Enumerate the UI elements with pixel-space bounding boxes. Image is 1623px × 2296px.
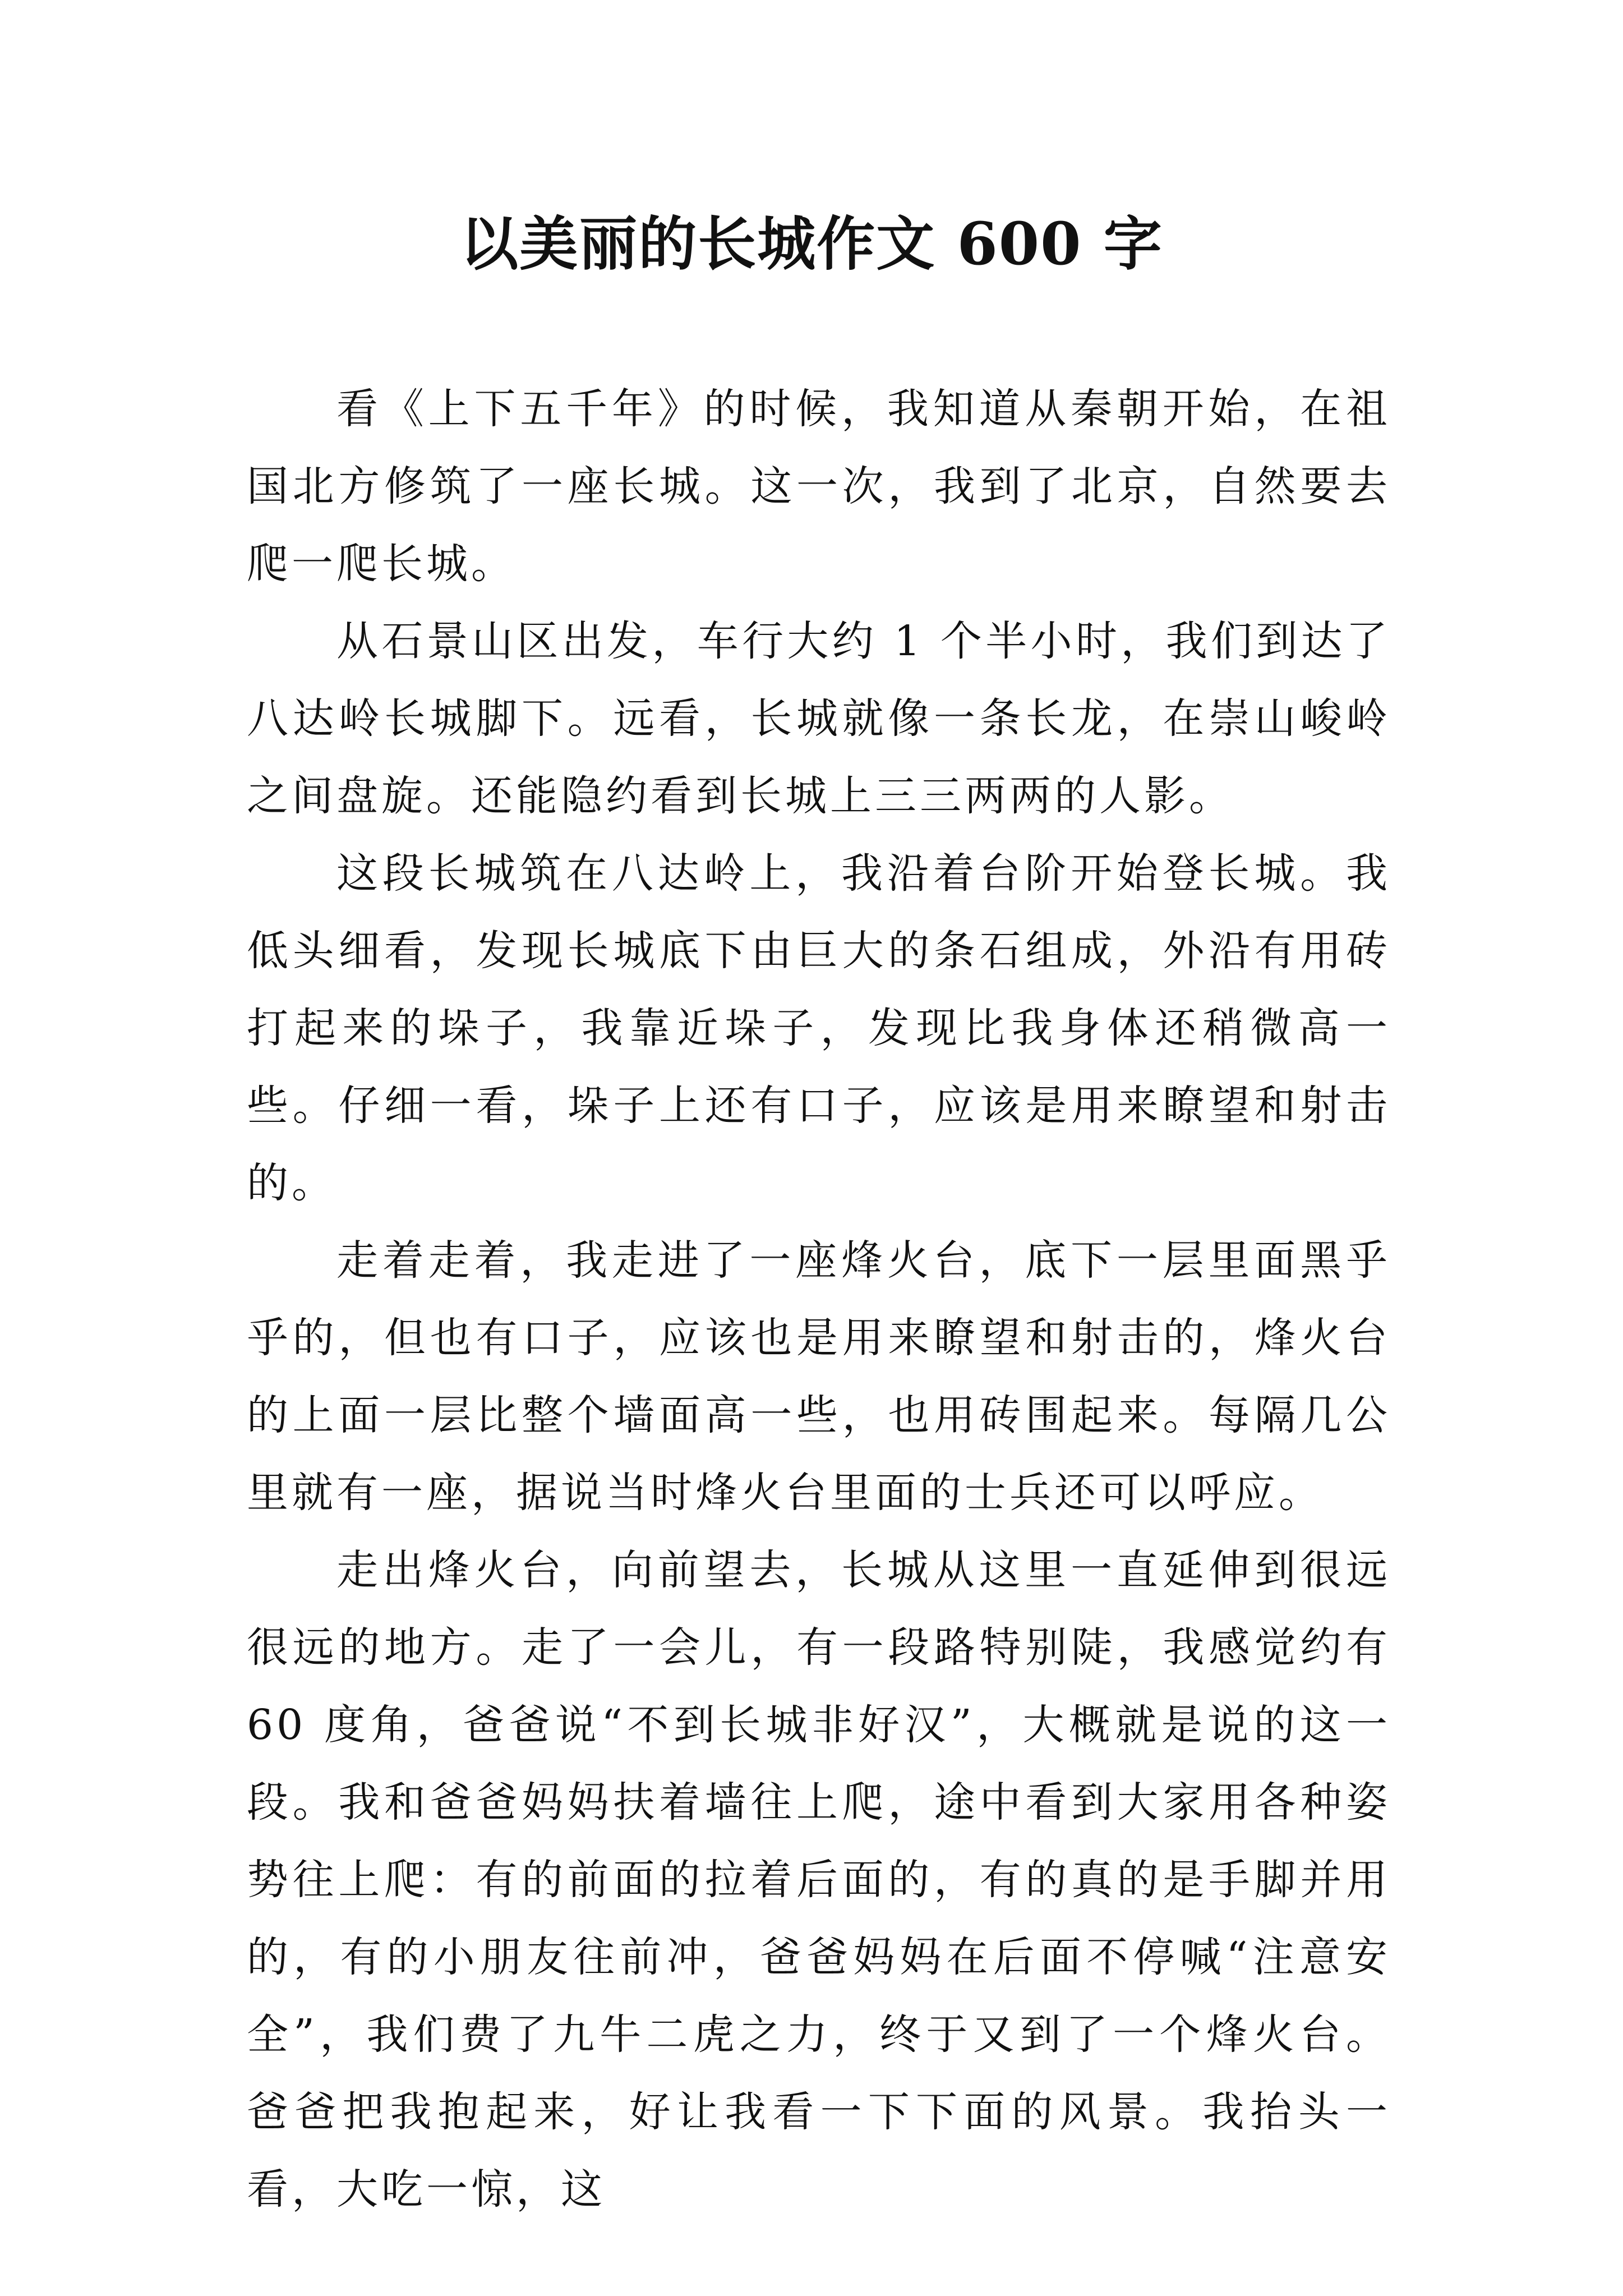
document-title: 以美丽的长城作文 600 字 bbox=[460, 209, 1163, 278]
document-body bbox=[247, 370, 1391, 2228]
paragraph: 走出烽火台，向前望去，长城从这里一直延伸到很远很远的地方。走了一会儿，有一段路特别陡，我感觉约有 60 度角，爸爸说“不到长城非好汉”，大概就是说的这一段。我和爸爸妈妈扶着墙往上爬，途中看到大家用各种姿势往上爬：有的前面的拉着后面的，有的真的是手脚并用的，有的小朋友往前冲，爸爸妈妈在后面不停喊“注意安全”，我们费了九牛二虎之力，终于又到了一个烽火台。爸爸把我抱起来，好让我看一下下面的风景。我抬头一看，大吃一惊，这 bbox=[247, 1546, 1391, 2214]
paragraph: 这段长城筑在八达岭上，我沿着台阶开始登长城。我低头细看，发现长城底下由巨大的条石组成，外沿有用砖打起来的垛子，我靠近垛子，发现比我身体还稍微高一些。仔细一看，垛子上还有口子，应该是用来瞭望和射击的。 bbox=[247, 849, 1391, 1207]
paragraph: 看《上下五千年》的时候，我知道从秦朝开始，在祖国北方修筑了一座长城。这一次，我到了北京，自然要去爬一爬长城。 bbox=[247, 385, 1391, 588]
paragraph: 走着走着，我走进了一座烽火台，底下一层里面黑乎乎的，但也有口子，应该也是用来瞭望和射击的，烽火台的上面一层比整个墙面高一些，也用砖围起来。每隔几公里就有一座，据说当时烽火台里面的士兵还可以呼应。 bbox=[247, 1236, 1391, 1517]
paragraph: 从石景山区出发，车行大约 1 个半小时，我们到达了八达岭长城脚下。远看，长城就像一条长龙，在崇山峻岭之间盘旋。还能隐约看到长城上三三两两的人影。 bbox=[247, 617, 1391, 820]
